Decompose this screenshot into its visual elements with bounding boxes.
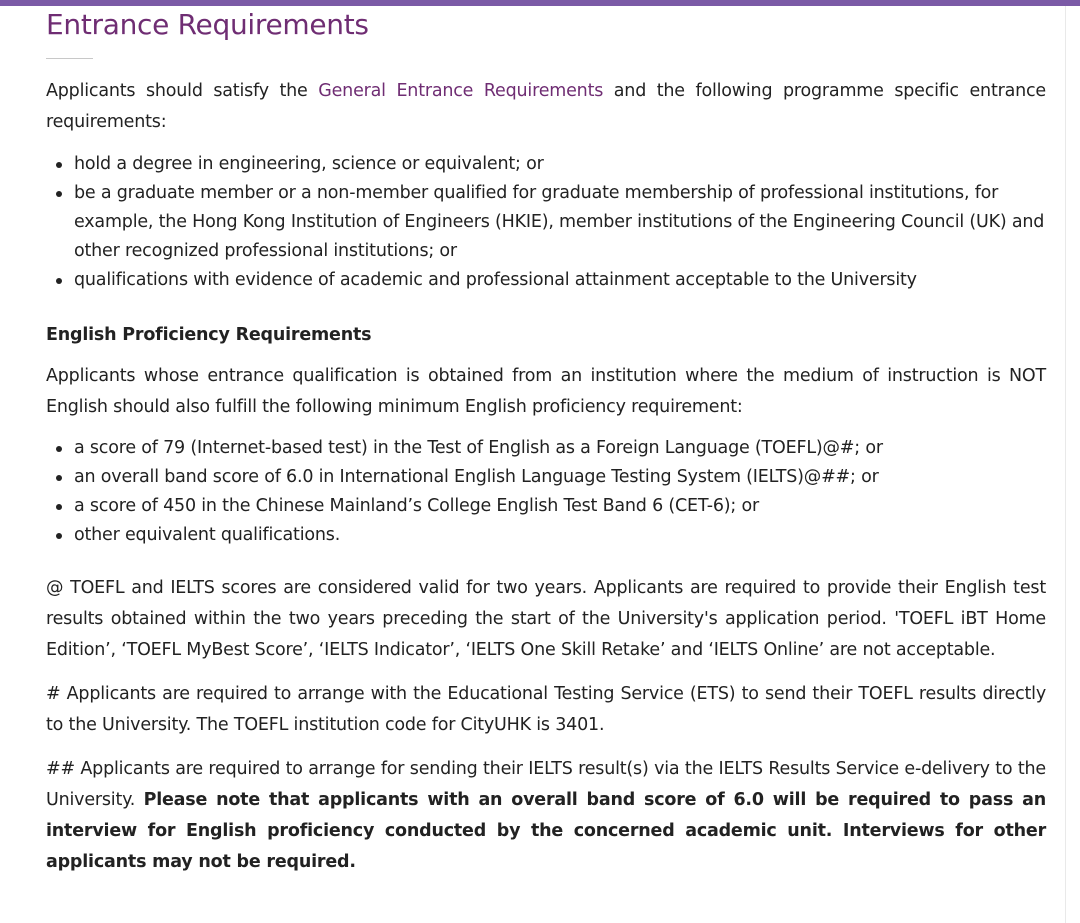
intro-paragraph — [46, 76, 1046, 138]
general-entrance-requirements-link[interactable]: General Entrance Requirements — [318, 81, 604, 101]
english-requirement-item: a score of 450 in the Chinese Mainland’s College English Test Band 6 (CET-6); or — [74, 492, 1046, 521]
requirement-item: be a graduate member or a non-member qualified for graduate membership of professional institutions, for example, the Hong Kong Institution of Engineers (HKIE), member institutions of the Engineering Council (UK) and other recognized professional institutions; or — [74, 179, 1046, 266]
note-ielts-delivery — [46, 754, 1046, 878]
note-score-validity: @ TOEFL and IELTS scores are considered valid for two years. Applicants are required to provide their English test results obtained within the two years preceding the start of the University's application period. 'TOEFL iBT Home Edition’, ‘TOEFL MyBest Score’, ‘IELTS Indicator’, ‘IELTS One Skill Retake’ and ‘IELTS Online’ are not acceptable. — [46, 578, 1046, 660]
english-proficiency-heading: English Proficiency Requirements — [46, 325, 372, 345]
english-requirement-item: other equivalent qualifications. — [74, 521, 1046, 550]
note-toefl-ets: # Applicants are required to arrange with the Educational Testing Service (ETS) to send their TOEFL results directly to the University. The TOEFL institution code for CityUHK is 3401. — [46, 684, 1046, 735]
intro-text-after: and the following programme specific entrance requirements: — [46, 81, 1047, 132]
english-requirements-list — [46, 434, 1046, 550]
english-proficiency-intro: Applicants whose entrance qualification is obtained from an institution where the medium of instruction is NOT English should also fulfill the following minimum English proficiency requirement: — [46, 366, 1046, 417]
english-requirement-item: a score of 79 (Internet-based test) in the Test of English as a Foreign Language (TOEFL)@#; or — [74, 434, 1046, 463]
english-requirement-item: an overall band score of 6.0 in International English Language Testing System (IELTS)@##; or — [74, 463, 1046, 492]
right-border-line — [1065, 6, 1066, 923]
requirement-item: hold a degree in engineering, science or equivalent; or — [74, 150, 1046, 179]
note-ielts-text: ## Applicants are required to arrange for sending their IELTS result(s) via the IELTS Results Service e-delivery to the University. — [46, 759, 1046, 810]
requirements-list — [46, 150, 1046, 295]
intro-text-before: Applicants should satisfy the — [46, 81, 319, 101]
entrance-requirements-section — [46, 0, 1046, 878]
requirement-item: qualifications with evidence of academic and professional attainment acceptable to the University — [74, 266, 1046, 295]
note-ielts-interview-bold: Please note that applicants with an overall band score of 6.0 will be required to pass an interview for English proficiency conducted by the concerned academic unit. Interviews for other applicants may not be required. — [46, 790, 1046, 872]
page-title: Entrance Requirements — [46, 8, 369, 41]
title-divider — [46, 58, 93, 59]
